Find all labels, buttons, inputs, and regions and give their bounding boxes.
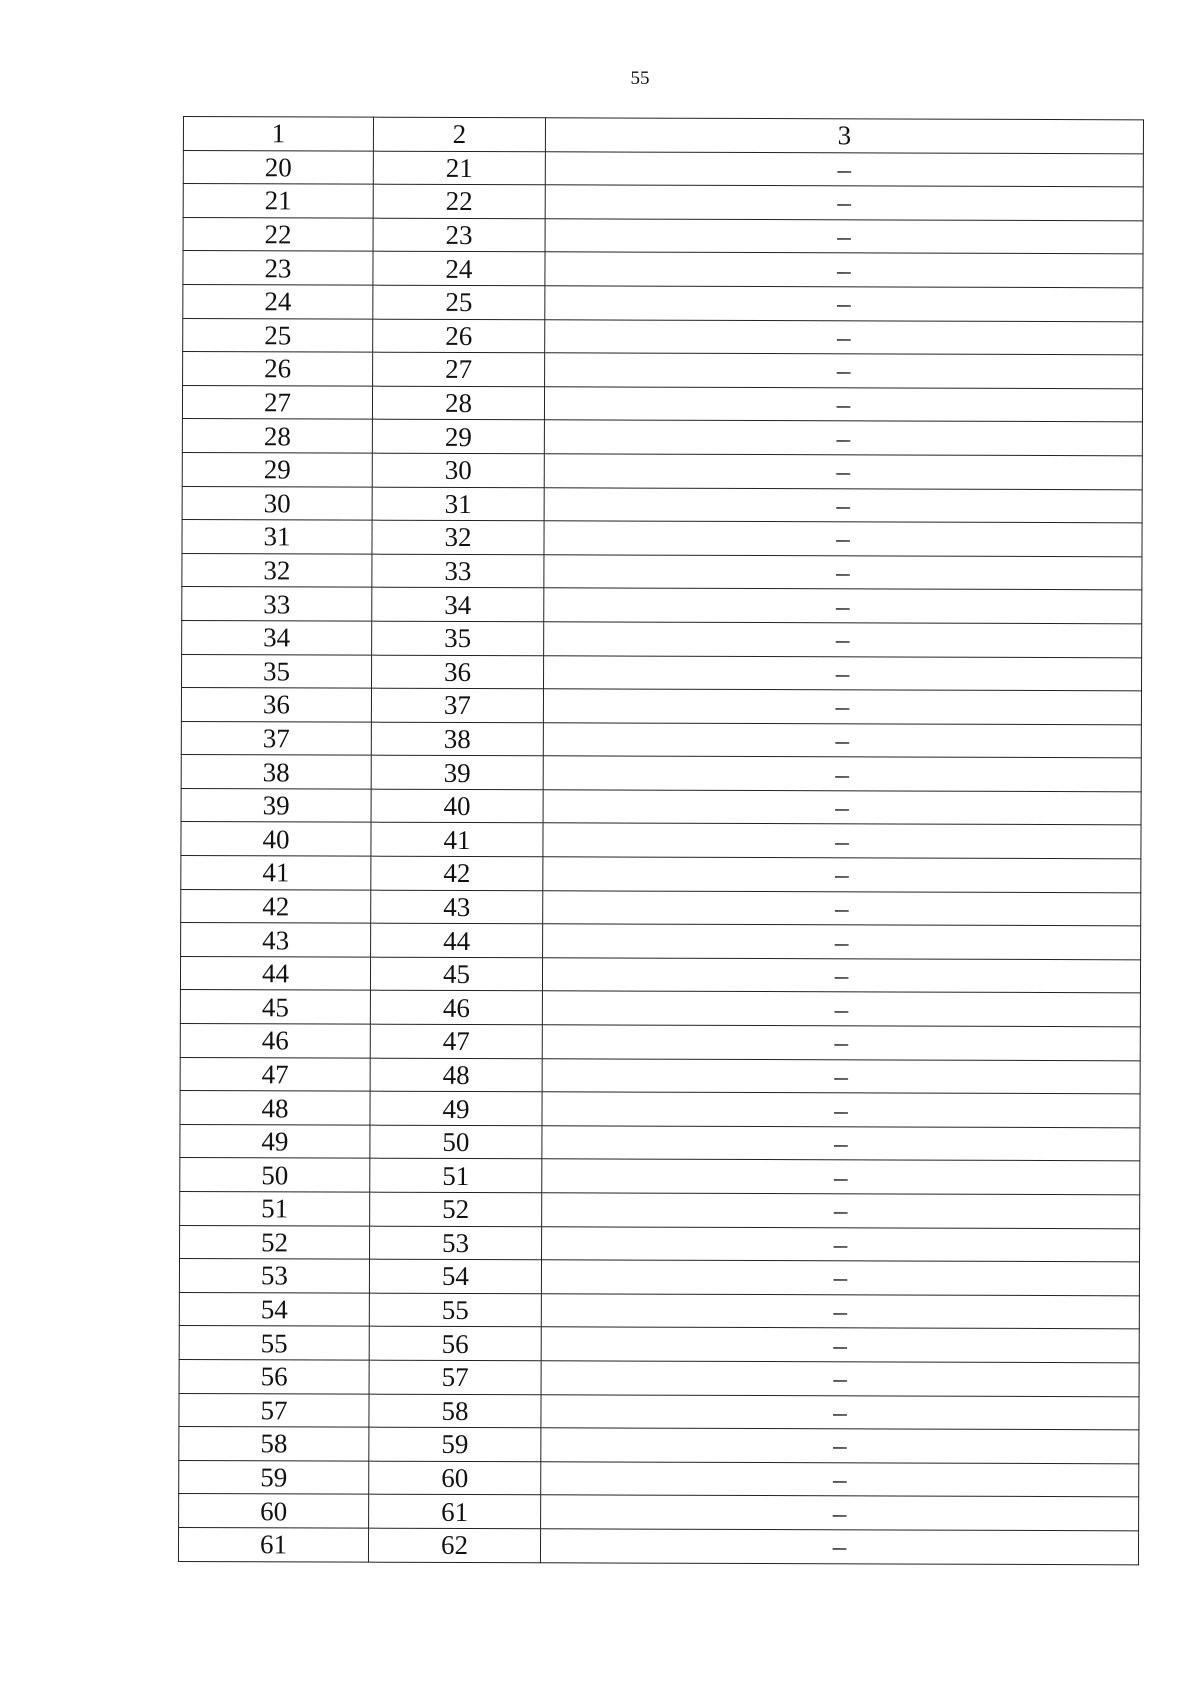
table-row (181, 923, 1141, 960)
table-row (180, 1124, 1140, 1161)
table-cell-col-3: – (542, 958, 1140, 994)
table-cell-col-2: 28 (372, 386, 544, 420)
table-cell-col-3: – (542, 1159, 1140, 1195)
table-cell-col-1: 25 (183, 318, 373, 352)
table-row (179, 1326, 1139, 1363)
table-row (182, 587, 1142, 624)
table-row (181, 856, 1141, 893)
table-cell-col-2: 45 (370, 957, 542, 991)
table-cell-col-3: – (544, 387, 1142, 423)
table-cell-col-1: 36 (181, 688, 371, 722)
table-cell-col-2: 35 (372, 621, 544, 655)
table-cell-col-2: 37 (371, 688, 543, 722)
table-cell-col-3: – (545, 319, 1143, 355)
table-cell-col-3: – (544, 554, 1142, 590)
table-cell-col-2: 34 (372, 587, 544, 621)
table-cell-col-1: 27 (182, 385, 372, 419)
table-cell-col-3: – (545, 151, 1143, 187)
table-cell-col-1: 51 (180, 1191, 370, 1225)
table-cell-col-3: – (542, 1025, 1140, 1061)
table-row (181, 822, 1141, 859)
table-cell-col-3: – (544, 622, 1142, 658)
table-cell-col-1: 24 (183, 284, 373, 318)
table-cell-col-1: 54 (179, 1292, 369, 1326)
table-cell-col-3: – (543, 924, 1141, 960)
table-cell-col-2: 56 (369, 1327, 541, 1361)
table-cell-col-3: – (542, 1226, 1140, 1262)
table-cell-col-3: – (541, 1327, 1139, 1363)
table-row (179, 1460, 1139, 1497)
table-cell-col-1: 55 (179, 1326, 369, 1360)
table-cell-col-2: 51 (370, 1159, 542, 1193)
table-cell-col-1: 47 (180, 1057, 370, 1091)
table-cell-col-1: 30 (182, 486, 372, 520)
table-cell-col-2: 60 (369, 1461, 541, 1495)
table-cell-col-3: – (542, 991, 1140, 1027)
table-cell-col-3: – (545, 252, 1143, 288)
table-cell-col-3: – (542, 1058, 1140, 1094)
table-row (179, 1427, 1139, 1464)
table-cell-col-1: 60 (179, 1494, 369, 1528)
table-row (180, 1057, 1140, 1094)
table-cell-col-3: – (543, 722, 1141, 758)
table-cell-col-2: 36 (372, 655, 544, 689)
table-row (183, 352, 1143, 389)
table-row (181, 788, 1141, 825)
table-cell-col-3: – (544, 521, 1142, 557)
table-cell-col-1: 49 (180, 1124, 370, 1158)
table-cell-col-3: – (543, 756, 1141, 792)
table-cell-col-1: 29 (182, 452, 372, 486)
table-row (178, 1527, 1138, 1564)
table-row (179, 1359, 1139, 1396)
table-cell-col-3: – (541, 1495, 1139, 1531)
table-cell-col-1: 38 (181, 755, 371, 789)
table-cell-col-2: 53 (370, 1226, 542, 1260)
table-cell-col-1: 20 (183, 150, 373, 184)
table-cell-col-3: – (542, 1092, 1140, 1128)
table-cell-col-2: 47 (370, 1024, 542, 1058)
table-row (182, 553, 1142, 590)
table-cell-col-3: – (541, 1361, 1139, 1397)
table-cell-col-3: – (543, 823, 1141, 859)
table-row (179, 1393, 1139, 1430)
table-cell-col-2: 43 (371, 890, 543, 924)
table-row (181, 755, 1141, 792)
table-cell-col-3: – (544, 588, 1142, 624)
table-cell-col-2: 30 (372, 453, 544, 487)
table-cell-col-1: 56 (179, 1359, 369, 1393)
table-row (179, 1494, 1139, 1531)
table-cell-col-3: – (542, 1126, 1140, 1162)
table-cell-col-1: 45 (180, 990, 370, 1024)
table-row (183, 251, 1143, 288)
table-cell-col-1: 23 (183, 251, 373, 285)
table-cell-col-3: – (540, 1529, 1138, 1565)
table-cell-col-3: – (542, 1193, 1140, 1229)
table-cell-col-1: 58 (179, 1427, 369, 1461)
table-row (183, 217, 1143, 254)
table-cell-col-1: 28 (182, 419, 372, 453)
table-cell-col-1: 61 (178, 1527, 368, 1561)
table-cell-col-2: 62 (368, 1528, 540, 1562)
table-row (182, 620, 1142, 657)
table-row (183, 184, 1143, 221)
table-cell-col-2: 48 (370, 1058, 542, 1092)
table-cell-col-2: 32 (372, 520, 544, 554)
table-cell-col-1: 59 (179, 1460, 369, 1494)
table-cell-col-1: 39 (181, 788, 371, 822)
table-cell-col-2: 59 (369, 1427, 541, 1461)
table-header-row (183, 117, 1143, 154)
table-cell-col-2: 31 (372, 487, 544, 521)
table-cell-col-3: – (545, 353, 1143, 389)
table-body (178, 150, 1143, 1564)
table-cell-col-3: – (545, 286, 1143, 322)
table-cell-col-3: – (544, 655, 1142, 691)
table-cell-col-1: 46 (180, 1024, 370, 1058)
table-cell-col-2: 23 (373, 218, 545, 252)
table-cell-col-1: 40 (181, 822, 371, 856)
table-cell-col-2: 33 (372, 554, 544, 588)
table-cell-col-1: 48 (180, 1091, 370, 1125)
table-cell-col-1: 44 (180, 956, 370, 990)
table-cell-col-2: 21 (373, 151, 545, 185)
table-cell-col-1: 32 (182, 553, 372, 587)
table-cell-col-2: 61 (369, 1495, 541, 1529)
table-row (180, 1225, 1140, 1262)
table-cell-col-2: 52 (370, 1192, 542, 1226)
table-cell-col-1: 21 (183, 184, 373, 218)
table-cell-col-1: 53 (179, 1259, 369, 1293)
table-cell-col-2: 49 (370, 1091, 542, 1125)
table-cell-col-2: 41 (371, 823, 543, 857)
table-cell-col-3: – (545, 219, 1143, 255)
table-cell-col-2: 25 (373, 285, 545, 319)
table-cell-col-3: – (544, 487, 1142, 523)
table-row (180, 1158, 1140, 1195)
table-cell-col-2: 22 (373, 184, 545, 218)
column-header-1: 1 (183, 117, 373, 151)
table-cell-col-2: 38 (371, 722, 543, 756)
table-cell-col-2: 46 (370, 991, 542, 1025)
table-cell-col-3: – (545, 185, 1143, 221)
table-row (180, 1024, 1140, 1061)
table-cell-col-2: 54 (369, 1259, 541, 1293)
column-header-3: 3 (545, 118, 1143, 154)
table-cell-col-2: 40 (371, 789, 543, 823)
table-cell-col-1: 22 (183, 217, 373, 251)
table-row (180, 990, 1140, 1027)
table-cell-col-2: 29 (372, 420, 544, 454)
table-row (180, 1191, 1140, 1228)
table-row (182, 419, 1142, 456)
table-row (182, 385, 1142, 422)
table-cell-col-1: 26 (183, 352, 373, 386)
table-cell-col-1: 34 (182, 620, 372, 654)
column-header-2: 2 (373, 117, 545, 151)
table-cell-col-1: 37 (181, 721, 371, 755)
table-row (179, 1259, 1139, 1296)
table-cell-col-1: 33 (182, 587, 372, 621)
table-cell-col-3: – (541, 1394, 1139, 1430)
table-cell-col-1: 50 (180, 1158, 370, 1192)
table-row (179, 1292, 1139, 1329)
table-cell-col-2: 39 (371, 755, 543, 789)
table-cell-col-1: 35 (182, 654, 372, 688)
table-row (181, 688, 1141, 725)
table-cell-col-2: 55 (369, 1293, 541, 1327)
page-number: 55 (630, 68, 650, 89)
table-cell-col-3: – (541, 1260, 1139, 1296)
table-row (181, 889, 1141, 926)
table-row (182, 520, 1142, 557)
table-cell-col-3: – (543, 890, 1141, 926)
table-row (180, 1091, 1140, 1128)
table-row (183, 318, 1143, 355)
table-cell-col-1: 42 (181, 889, 371, 923)
table-row (180, 956, 1140, 993)
table-cell-col-3: – (544, 454, 1142, 490)
table-cell-col-3: – (544, 420, 1142, 456)
table-cell-col-1: 52 (180, 1225, 370, 1259)
table-cell-col-1: 31 (182, 520, 372, 554)
data-table (178, 116, 1144, 1565)
table-cell-col-2: 58 (369, 1394, 541, 1428)
table-cell-col-1: 43 (181, 923, 371, 957)
table-row (181, 721, 1141, 758)
table-row (182, 486, 1142, 523)
table-cell-col-3: – (543, 857, 1141, 893)
table-cell-col-2: 44 (371, 923, 543, 957)
table-cell-col-2: 24 (373, 252, 545, 286)
table-cell-col-1: 57 (179, 1393, 369, 1427)
table-cell-col-2: 42 (371, 856, 543, 890)
table-cell-col-1: 41 (181, 856, 371, 890)
table-cell-col-3: – (543, 689, 1141, 725)
table-row (182, 452, 1142, 489)
table-row (183, 284, 1143, 321)
table-cell-col-2: 27 (373, 352, 545, 386)
table-cell-col-3: – (541, 1462, 1139, 1498)
table-cell-col-2: 50 (370, 1125, 542, 1159)
table-cell-col-2: 57 (369, 1360, 541, 1394)
table-row (183, 150, 1143, 187)
table-cell-col-3: – (543, 790, 1141, 826)
table-cell-col-3: – (541, 1428, 1139, 1464)
table-cell-col-3: – (541, 1294, 1139, 1330)
table-cell-col-2: 26 (373, 319, 545, 353)
table-row (182, 654, 1142, 691)
